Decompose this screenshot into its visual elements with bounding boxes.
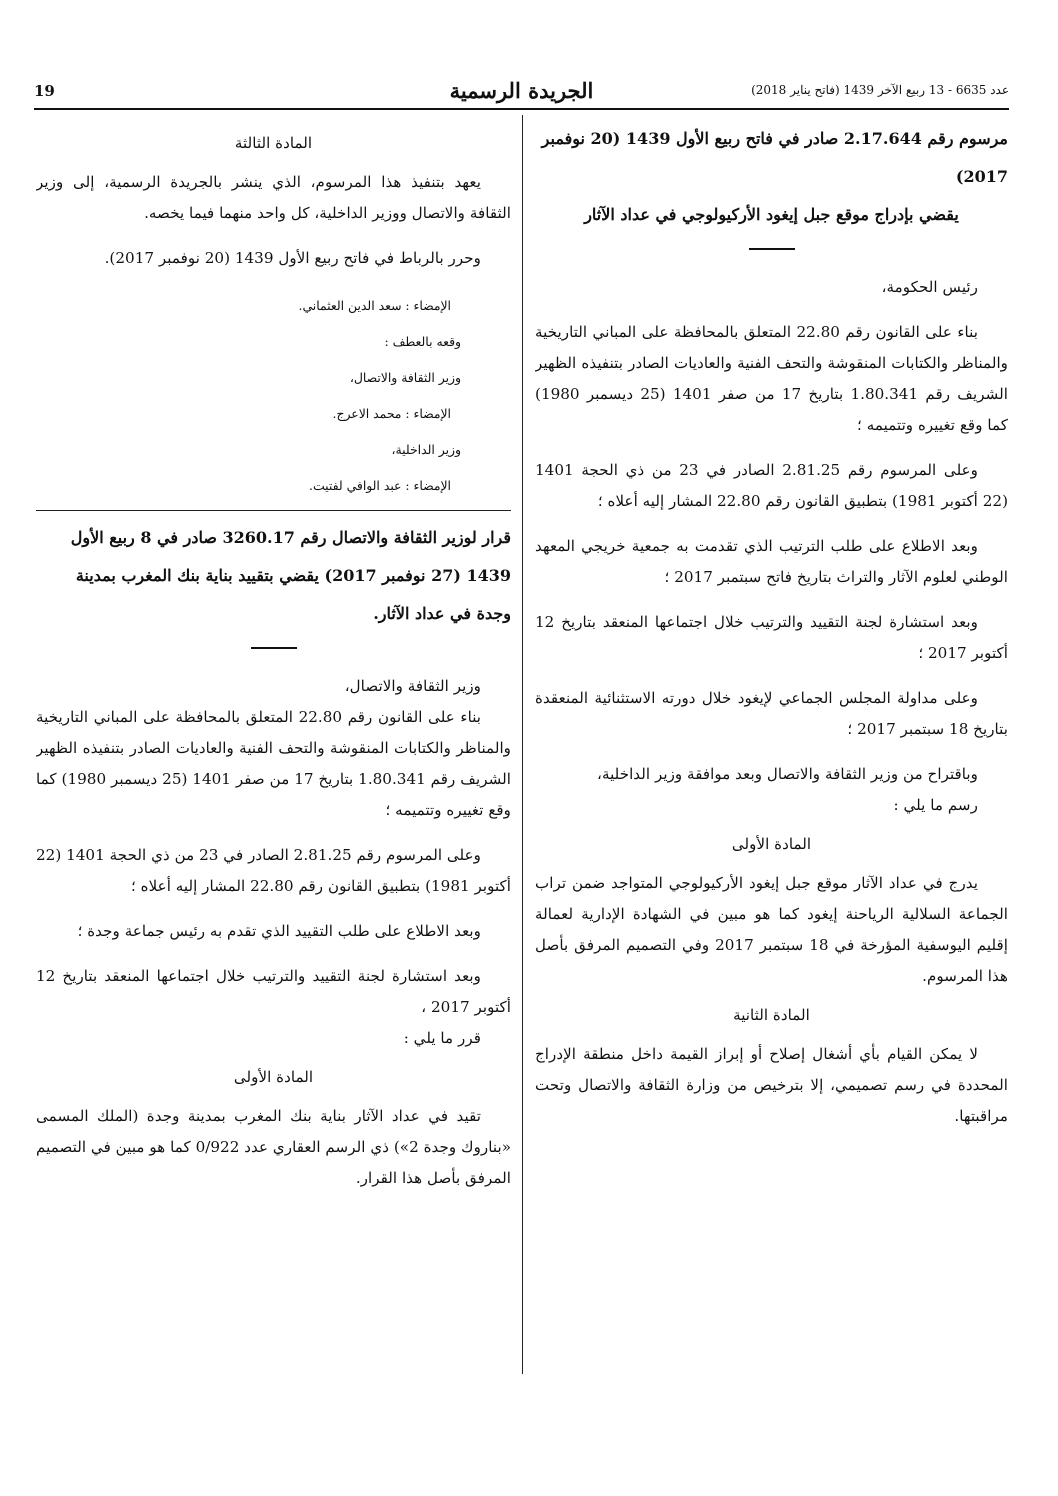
article-2-heading: المادة الثانية: [733, 1006, 810, 1024]
done-at-statement: وحرر بالرباط في فاتح ربيع الأول 1439 (20 نوفمبر 2017).: [104, 249, 481, 267]
preamble-paragraph: وبعد الاطلاع على طلب الترتيب الذي تقدمت به جمعية خريجي المعهد الوطني لعلوم الآثار والتراث بتاريخ فاتح سبتمبر 2017 ؛: [535, 537, 1008, 586]
decision-article-1-text: تقيد في عداد الآثار بناية بنك المغرب بمدينة وجدة (الملك المسمى «بناروك وجدة 2») ذي الرسم العقاري عدد 0/922 كما هو مبين في التصميم المرفق بأصل هذا القرار.: [36, 1107, 511, 1187]
issue-info: عدد 6635 - 13 ربيع الآخر 1439 (فاتح يناير 2018): [751, 83, 1009, 97]
decrees-statement: رسم ما يلي :: [893, 796, 978, 814]
article-2-text: لا يمكن القيام بأي أشغال إصلاح أو إبراز القيمة داخل منطقة الإدراج المحددة في رسم تصميمي، إلا بترخيص من وزارة الثقافة والاتصال وتحت مراقبتها.: [535, 1045, 1008, 1125]
article-1-text: يدرج في عداد الآثار موقع جبل إيغود الأركيولوجي المتواجد ضمن تراب الجماعة السلالية الرياحنة إيغود كما هو مبين في الشهادة الإدارية لعمالة إقليم اليوسفية المؤرخة في 18 سبتمبر 2017 وفي التصميم المرفق بأصل هذا المرسوم.: [535, 874, 1008, 985]
preamble-paragraph: وعلى مداولة المجلس الجماعي لإيغود خلال دورته الاستثنائية المنعقدة بتاريخ 18 سبتمبر 2017 ؛: [535, 689, 1008, 738]
decision-title-divider: [251, 647, 297, 649]
preamble-paragraph: وعلى المرسوم رقم 2.81.25 الصادر في 23 من ذي الحجة 1401 (22 أكتوبر 1981) بتطبيق القانون رقم 22.80 المشار إليه أعلاه ؛: [535, 461, 1008, 510]
decree-title-line-1: مرسوم رقم 2.17.644 صادر في فاتح ربيع الأول 1439 (20 نوفمبر 2017): [541, 129, 1008, 186]
right-column: [535, 120, 1008, 1378]
decision-paragraph: وعلى المرسوم رقم 2.81.25 الصادر في 23 من ذي الحجة 1401 (22 أكتوبر 1981) بتطبيق القانون رقم 22.80 المشار إليه أعلاه ؛: [36, 846, 511, 895]
preamble-paragraph: بناء على القانون رقم 22.80 المتعلق بالمحافظة على المباني التاريخية والمناظر والكتابات المنقوشة والتحف الفنية والعاديات الصادر بتنفيذه الظهير الشريف رقم 1.80.341 بتاريخ 17 من صفر 1401 (25 ديسمبر 1980) كما وقع تغييره وتتميمه ؛: [535, 323, 1008, 434]
minister-culture-title: وزير الثقافة والاتصال،: [349, 370, 461, 385]
decision-article-1-heading: المادة الأولى: [233, 1068, 314, 1086]
preamble-paragraph: وباقتراح من وزير الثقافة والاتصال وبعد موافقة وزير الداخلية،: [597, 765, 978, 783]
decree-title-line-2: يقضي بإدراج موقع جبل إيغود الأركيولوجي في عداد الآثار: [584, 205, 959, 224]
decision-paragraph: بناء على القانون رقم 22.80 المتعلق بالمحافظة على المباني التاريخية والمناظر والكتابات المنقوشة والتحف الفنية والعاديات الصادر بتنفيذه الظهير الشريف رقم 1.80.341 بتاريخ 17 من صفر 1401 (25 ديسمبر 1980) كما وقع تغييره وتتميمه ؛: [36, 708, 511, 819]
decision-title: قرار لوزير الثقافة والاتصال رقم 3260.17 صادر في 8 ربيع الأول 1439 (27 نوفمبر 2017) يقضي بتقييد بناية بنك المغرب بمدينة وجدة في عداد الآثار.: [70, 528, 511, 623]
countersigned-label: وقعه بالعطف :: [384, 334, 461, 349]
article-3-text: يعهد بتنفيذ هذا المرسوم، الذي ينشر بالجريدة الرسمية، إلى وزير الثقافة والاتصال ووزير الداخلية، كل واحد منهما فيما يخصه.: [36, 173, 511, 222]
preamble-paragraph: وبعد استشارة لجنة التقييد والترتيب خلال اجتماعها المنعقد بتاريخ 12 أكتوبر 2017 ؛: [535, 613, 1008, 662]
left-column: [36, 120, 511, 1378]
title-divider: [749, 248, 795, 250]
signature-minister-culture: الإمضاء : محمد الاعرج.: [332, 406, 451, 421]
article-1-heading: المادة الأولى: [731, 835, 812, 853]
authority: رئيس الحكومة،: [881, 278, 978, 296]
article-3-heading: المادة الثالثة: [234, 134, 313, 152]
page-header: [34, 78, 1009, 110]
signature-minister-interior: الإمضاء : عبد الوافي لفتيت.: [309, 478, 451, 493]
journal-title: الجريدة الرسمية: [449, 78, 594, 103]
section-divider: [36, 510, 511, 511]
minister-interior-title: وزير الداخلية،: [391, 442, 461, 457]
column-divider: [522, 115, 523, 1374]
page-number: 19: [34, 82, 55, 100]
decision-decides: قرر ما يلي :: [403, 1029, 481, 1047]
decision-paragraph: وبعد استشارة لجنة التقييد والترتيب خلال اجتماعها المنعقد بتاريخ 12 أكتوبر 2017 ،: [36, 967, 511, 1016]
decision-paragraph: وبعد الاطلاع على طلب التقييد الذي تقدم به رئيس جماعة وجدة ؛: [77, 922, 481, 940]
signature-prime-minister: الإمضاء : سعد الدين العثماني.: [298, 298, 451, 313]
decision-authority: وزير الثقافة والاتصال،: [344, 677, 481, 695]
